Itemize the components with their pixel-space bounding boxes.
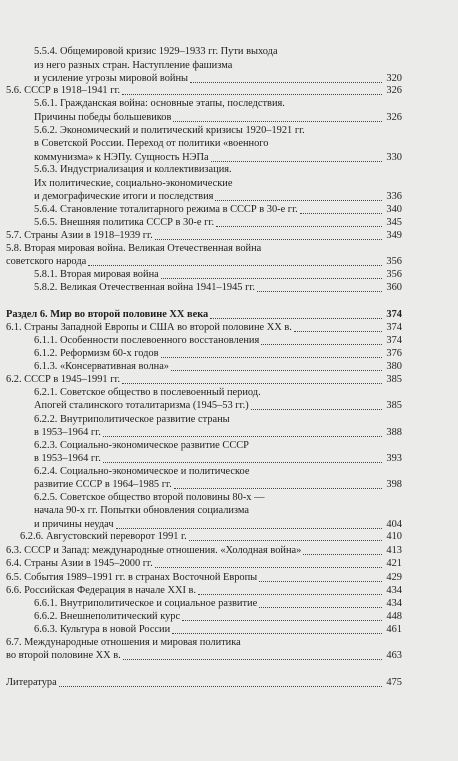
toc-page-number: 393 — [386, 453, 402, 464]
toc-entry-line: 5.6. СССР в 1918–1941 гг. — [6, 85, 121, 96]
dot-leader — [171, 369, 382, 371]
dot-leader — [155, 238, 382, 240]
toc-entry-line: Причины победы большевиков — [34, 112, 172, 123]
toc-entry-line: начала 90-х гг. Попытки обновления социализма — [34, 505, 250, 516]
toc-entry-line: 5.6.5. Внешняя политика СССР в 30-е гг. — [34, 217, 215, 228]
toc-entry-line: 6.2.6. Августовский переворот 1991 г. — [20, 531, 187, 542]
dot-leader — [303, 553, 382, 555]
toc-entry-line: 6.3. СССР и Запад: международные отношения. «Холодная война» — [6, 545, 302, 556]
dot-leader — [251, 408, 382, 410]
dot-leader — [173, 120, 382, 122]
toc-page-number: 385 — [386, 400, 402, 411]
dot-leader — [103, 435, 382, 437]
toc-entry-line: 6.1. Страны Западной Европы и США во второй половине XX в. — [6, 322, 292, 333]
toc-entry-line: 5.6.1. Гражданская война: основные этапы, последствия. — [34, 98, 285, 109]
toc-page-number: 434 — [386, 585, 402, 596]
dot-leader — [257, 290, 382, 292]
toc-page-number: 448 — [386, 611, 402, 622]
toc-entry-line: 5.5.4. Общемировой кризис 1929–1933 гг. Пути выхода — [34, 46, 278, 57]
toc-page-number: 376 — [386, 348, 402, 359]
toc-page-number: 398 — [386, 479, 402, 490]
dot-leader — [259, 580, 382, 582]
toc-page-number: 388 — [386, 427, 402, 438]
dot-leader — [211, 160, 382, 162]
dot-leader — [103, 461, 382, 463]
toc-entry-line: 6.4. Страны Азии в 1945–2000 гг. — [6, 558, 153, 569]
toc-entry-line: Раздел 6. Мир во второй половине XX века — [6, 309, 209, 320]
toc-entry-line: 6.2.1. Советское общество в послевоенный период. — [34, 387, 261, 398]
dot-leader — [174, 487, 382, 489]
dot-leader — [261, 343, 382, 345]
toc-entry-line: Литература — [6, 677, 57, 688]
dot-leader — [190, 81, 382, 83]
toc-page-number: 374 — [386, 335, 402, 346]
toc-page-number: 413 — [386, 545, 402, 556]
toc-page-number: 326 — [386, 112, 402, 123]
dot-leader — [300, 212, 382, 214]
toc-page-number: 410 — [386, 531, 402, 542]
toc-page-number: 349 — [386, 230, 402, 241]
toc-page-number: 374 — [386, 322, 402, 333]
dot-leader — [198, 593, 382, 595]
toc-entry-line: и причины неудач — [34, 519, 114, 530]
toc-entry-line: развитие СССР в 1964–1985 гг. — [34, 479, 172, 490]
toc-entry-line: 6.2.4. Социально-экономическое и политическое — [34, 466, 250, 477]
toc-page-number: 326 — [386, 85, 402, 96]
dot-leader — [122, 382, 382, 384]
toc-entry-line: 6.2.2. Внутриполитическое развитие страны — [34, 414, 230, 425]
toc-entry-line: и демографические итоги и последствия — [34, 191, 214, 202]
dot-leader — [182, 619, 382, 621]
toc-page-number: 320 — [386, 73, 402, 84]
toc-page-number: 340 — [386, 204, 402, 215]
toc-page-number: 345 — [386, 217, 402, 228]
dot-leader — [210, 317, 382, 319]
toc-entry-line: Апогей сталинского тоталитаризма (1945–53 гг.) — [34, 400, 249, 411]
toc-entry-line: 6.1.1. Особенности послевоенного восстановления — [34, 335, 260, 346]
toc-page-number: 461 — [386, 624, 402, 635]
toc-entry-line: во второй половине XX в. — [6, 650, 121, 661]
toc-entry-line: в 1953–1964 гг. — [34, 453, 101, 464]
toc-entry-line: 5.7. Страны Азии в 1918–1939 гг. — [6, 230, 153, 241]
toc-entry-line: 6.2. СССР в 1945–1991 гг. — [6, 374, 121, 385]
toc-entry-line: 5.8.1. Вторая мировая война — [34, 269, 159, 280]
toc-entry-line: в Советской России. Переход от политики «военного — [34, 138, 269, 149]
dot-leader — [216, 225, 382, 227]
toc-entry-line: 6.1.3. «Консервативная волна» — [34, 361, 170, 372]
toc-page-number: 421 — [386, 558, 402, 569]
toc-page-number: 475 — [386, 677, 402, 688]
toc-page-number: 404 — [386, 519, 402, 530]
toc-entry-line: и усиление угрозы мировой войны — [34, 73, 189, 84]
toc-entry-line: 6.6. Российская Федерация в начале XXI в. — [6, 585, 197, 596]
dot-leader — [189, 539, 382, 541]
toc-entry-line: 6.6.2. Внешнеполитический курс — [34, 611, 181, 622]
toc-page-number: 356 — [386, 256, 402, 267]
toc-entry-line: 5.6.2. Экономический и политический кризисы 1920–1921 гг. — [34, 125, 305, 136]
toc-entry-line: 6.2.3. Социально-экономическое развитие СССР — [34, 440, 249, 451]
dot-leader — [155, 566, 382, 568]
toc-entry-line: 6.6.1. Внутриполитическое и социальное развитие — [34, 598, 258, 609]
toc-page-number: 330 — [386, 152, 402, 163]
toc-entry-line: 5.6.3. Индустриализация и коллективизация. — [34, 164, 232, 175]
dot-leader — [294, 330, 382, 332]
dot-leader — [259, 606, 382, 608]
toc-page-number: 385 — [386, 374, 402, 385]
toc-entry-line: 5.8.2. Великая Отечественная война 1941–1945 гг. — [34, 282, 256, 293]
toc-entry-line: 6.6.3. Культура в новой России — [34, 624, 171, 635]
toc-entry-line: коммунизма» к НЭПу. Сущность НЭПа — [34, 152, 209, 163]
toc-entry-line: в 1953–1964 гг. — [34, 427, 101, 438]
toc-entry-line: 6.2.5. Советское общество второй половины 80-х — — [34, 492, 265, 503]
toc-entry-line: 5.8. Вторая мировая война. Великая Отечественная война — [6, 243, 262, 254]
dot-leader — [122, 93, 382, 95]
toc-page-number: 374 — [386, 309, 402, 320]
dot-leader — [123, 658, 382, 660]
dot-leader — [59, 685, 382, 687]
toc-entry-line: 6.1.2. Реформизм 60-х годов — [34, 348, 159, 359]
toc-entry-line: из него разных стран. Наступление фашизма — [34, 60, 233, 71]
dot-leader — [215, 199, 382, 201]
toc-entry-line: 6.5. События 1989–1991 гг. в странах Восточной Европы — [6, 572, 258, 583]
toc-page-number: 434 — [386, 598, 402, 609]
toc-entry-line: 5.6.4. Становление тоталитарного режима в СССР в 30-е гг. — [34, 204, 298, 215]
toc-entry-line: Их политические, социально-экономические — [34, 178, 233, 189]
toc-page-number: 429 — [386, 572, 402, 583]
toc-page-number: 356 — [386, 269, 402, 280]
toc-page-number: 360 — [386, 282, 402, 293]
dot-leader — [116, 527, 382, 529]
toc-page-number: 336 — [386, 191, 402, 202]
dot-leader — [172, 632, 382, 634]
dot-leader — [88, 264, 382, 266]
dot-leader — [161, 277, 382, 279]
toc-entry-line: 6.7. Международные отношения и мировая политика — [6, 637, 241, 648]
toc-page-number: 463 — [386, 650, 402, 661]
toc-page-number: 380 — [386, 361, 402, 372]
toc-entry-line: советского народа — [6, 256, 87, 267]
dot-leader — [161, 356, 382, 358]
